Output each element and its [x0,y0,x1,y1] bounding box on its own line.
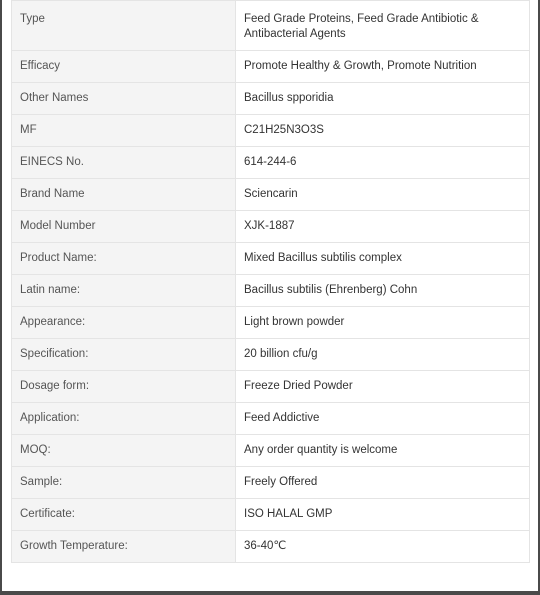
table-row [12,83,530,115]
row-value: Feed Grade Proteins, Feed Grade Antibiotic & Antibacterial Agents [236,1,530,51]
row-label: Certificate: [12,499,236,531]
left-border [0,0,2,595]
table-row [12,435,530,467]
table-row [12,499,530,531]
table-row [12,1,530,51]
row-label: Dosage form: [12,371,236,403]
row-label: Appearance: [12,307,236,339]
row-value: XJK-1887 [236,211,530,243]
row-value: Sciencarin [236,179,530,211]
row-value: Freeze Dried Powder [236,371,530,403]
table-row [12,147,530,179]
row-value: Bacillus subtilis (Ehrenberg) Cohn [236,275,530,307]
table-row [12,51,530,83]
table-row [12,211,530,243]
row-value: Mixed Bacillus subtilis complex [236,243,530,275]
row-label: MF [12,115,236,147]
table-row [12,307,530,339]
row-label: Model Number [12,211,236,243]
table-row [12,531,530,563]
row-value: Any order quantity is welcome [236,435,530,467]
specification-table [11,0,530,563]
row-value: C21H25N3O3S [236,115,530,147]
row-label: Type [12,1,236,51]
row-value: Bacillus spporidia [236,83,530,115]
row-value: Feed Addictive [236,403,530,435]
bottom-border [0,591,540,595]
row-label: Growth Temperature: [12,531,236,563]
row-label: Product Name: [12,243,236,275]
table-row [12,179,530,211]
row-label: Latin name: [12,275,236,307]
row-label: Other Names [12,83,236,115]
row-value: Promote Healthy & Growth, Promote Nutrition [236,51,530,83]
row-label: Efficacy [12,51,236,83]
row-value: Light brown powder [236,307,530,339]
row-value: 36-40℃ [236,531,530,563]
row-label: Sample: [12,467,236,499]
table-row [12,467,530,499]
row-value: ISO HALAL GMP [236,499,530,531]
table-row [12,339,530,371]
row-label: Brand Name [12,179,236,211]
row-value: 20 billion cfu/g [236,339,530,371]
row-label: Application: [12,403,236,435]
row-label: EINECS No. [12,147,236,179]
table-row [12,115,530,147]
row-value: 614-244-6 [236,147,530,179]
table-row [12,403,530,435]
table-row [12,275,530,307]
row-label: Specification: [12,339,236,371]
row-label: MOQ: [12,435,236,467]
row-value: Freely Offered [236,467,530,499]
table-row [12,243,530,275]
table-row [12,371,530,403]
